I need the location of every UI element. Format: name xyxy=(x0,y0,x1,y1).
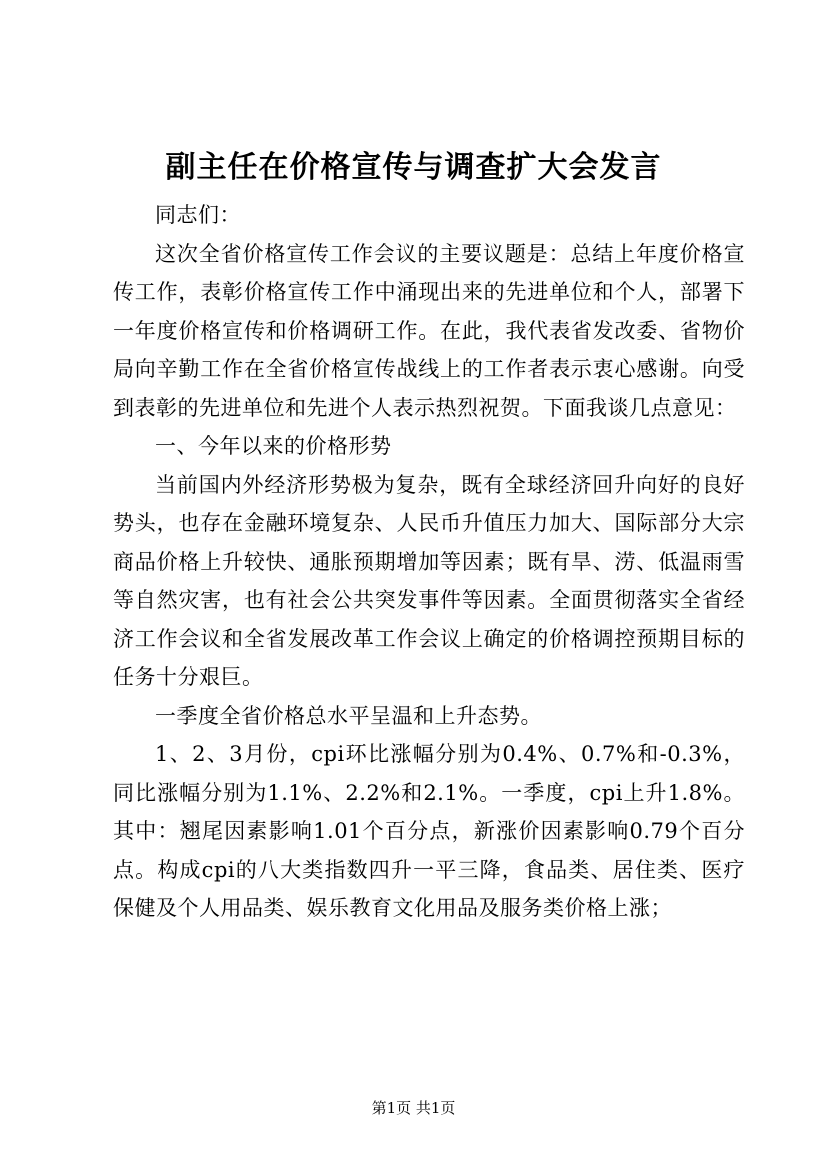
page-footer: 第1页 共1页 xyxy=(371,1099,456,1117)
section-heading: 一、今年以来的价格形势 xyxy=(155,434,392,458)
salutation-paragraph: 同志们： xyxy=(155,203,241,227)
document-title: 副主任在价格宣传与调查扩大会发言 xyxy=(165,150,662,185)
economic-situation-paragraph: 当前国内外经济形势极为复杂，既有全球经济回升向好的良好势头，也存在金融环境复杂、人民币升值压力加大、国际部分大宗商品价格上升较快、通胀预期增加等因素；既有旱、涝、低温雨雪等自然灾害，也有社会公共突发事件等因素。全面贯彻落实全省经济工作会议和全省发展改革工作会议上确定的价格调控预期目标的任务十分艰巨。 xyxy=(113,472,745,689)
cpi-details-paragraph: 1、2、3月份，cpi环比涨幅分别为0.4%、0.7%和-0.3%，同比涨幅分别为1.1%、2.2%和2.1%。一季度，cpi上升1.8%。其中：翘尾因素影响1.01个百分点，新涨价因素影响0.79个百分点。构成cpi的八大类指数四升一平三降，食品类、居住类、医疗保健及个人用品类、娱乐教育文化用品及服务类价格上涨； xyxy=(113,742,745,920)
intro-paragraph: 这次全省价格宣传工作会议的主要议题是：总结上年度价格宣传工作，表彰价格宣传工作中涌现出来的先进单位和个人，部署下一年度价格宣传和价格调研工作。在此，我代表省发改委、省物价局向辛勤工作在全省价格宣传战线上的工作者表示衷心感谢。向受到表彰的先进单位和先进个人表示热烈祝贺。下面我谈几点意见： xyxy=(113,241,745,420)
document-body xyxy=(113,196,745,928)
q1-summary-paragraph: 一季度全省价格总水平呈温和上升态势。 xyxy=(155,703,542,728)
